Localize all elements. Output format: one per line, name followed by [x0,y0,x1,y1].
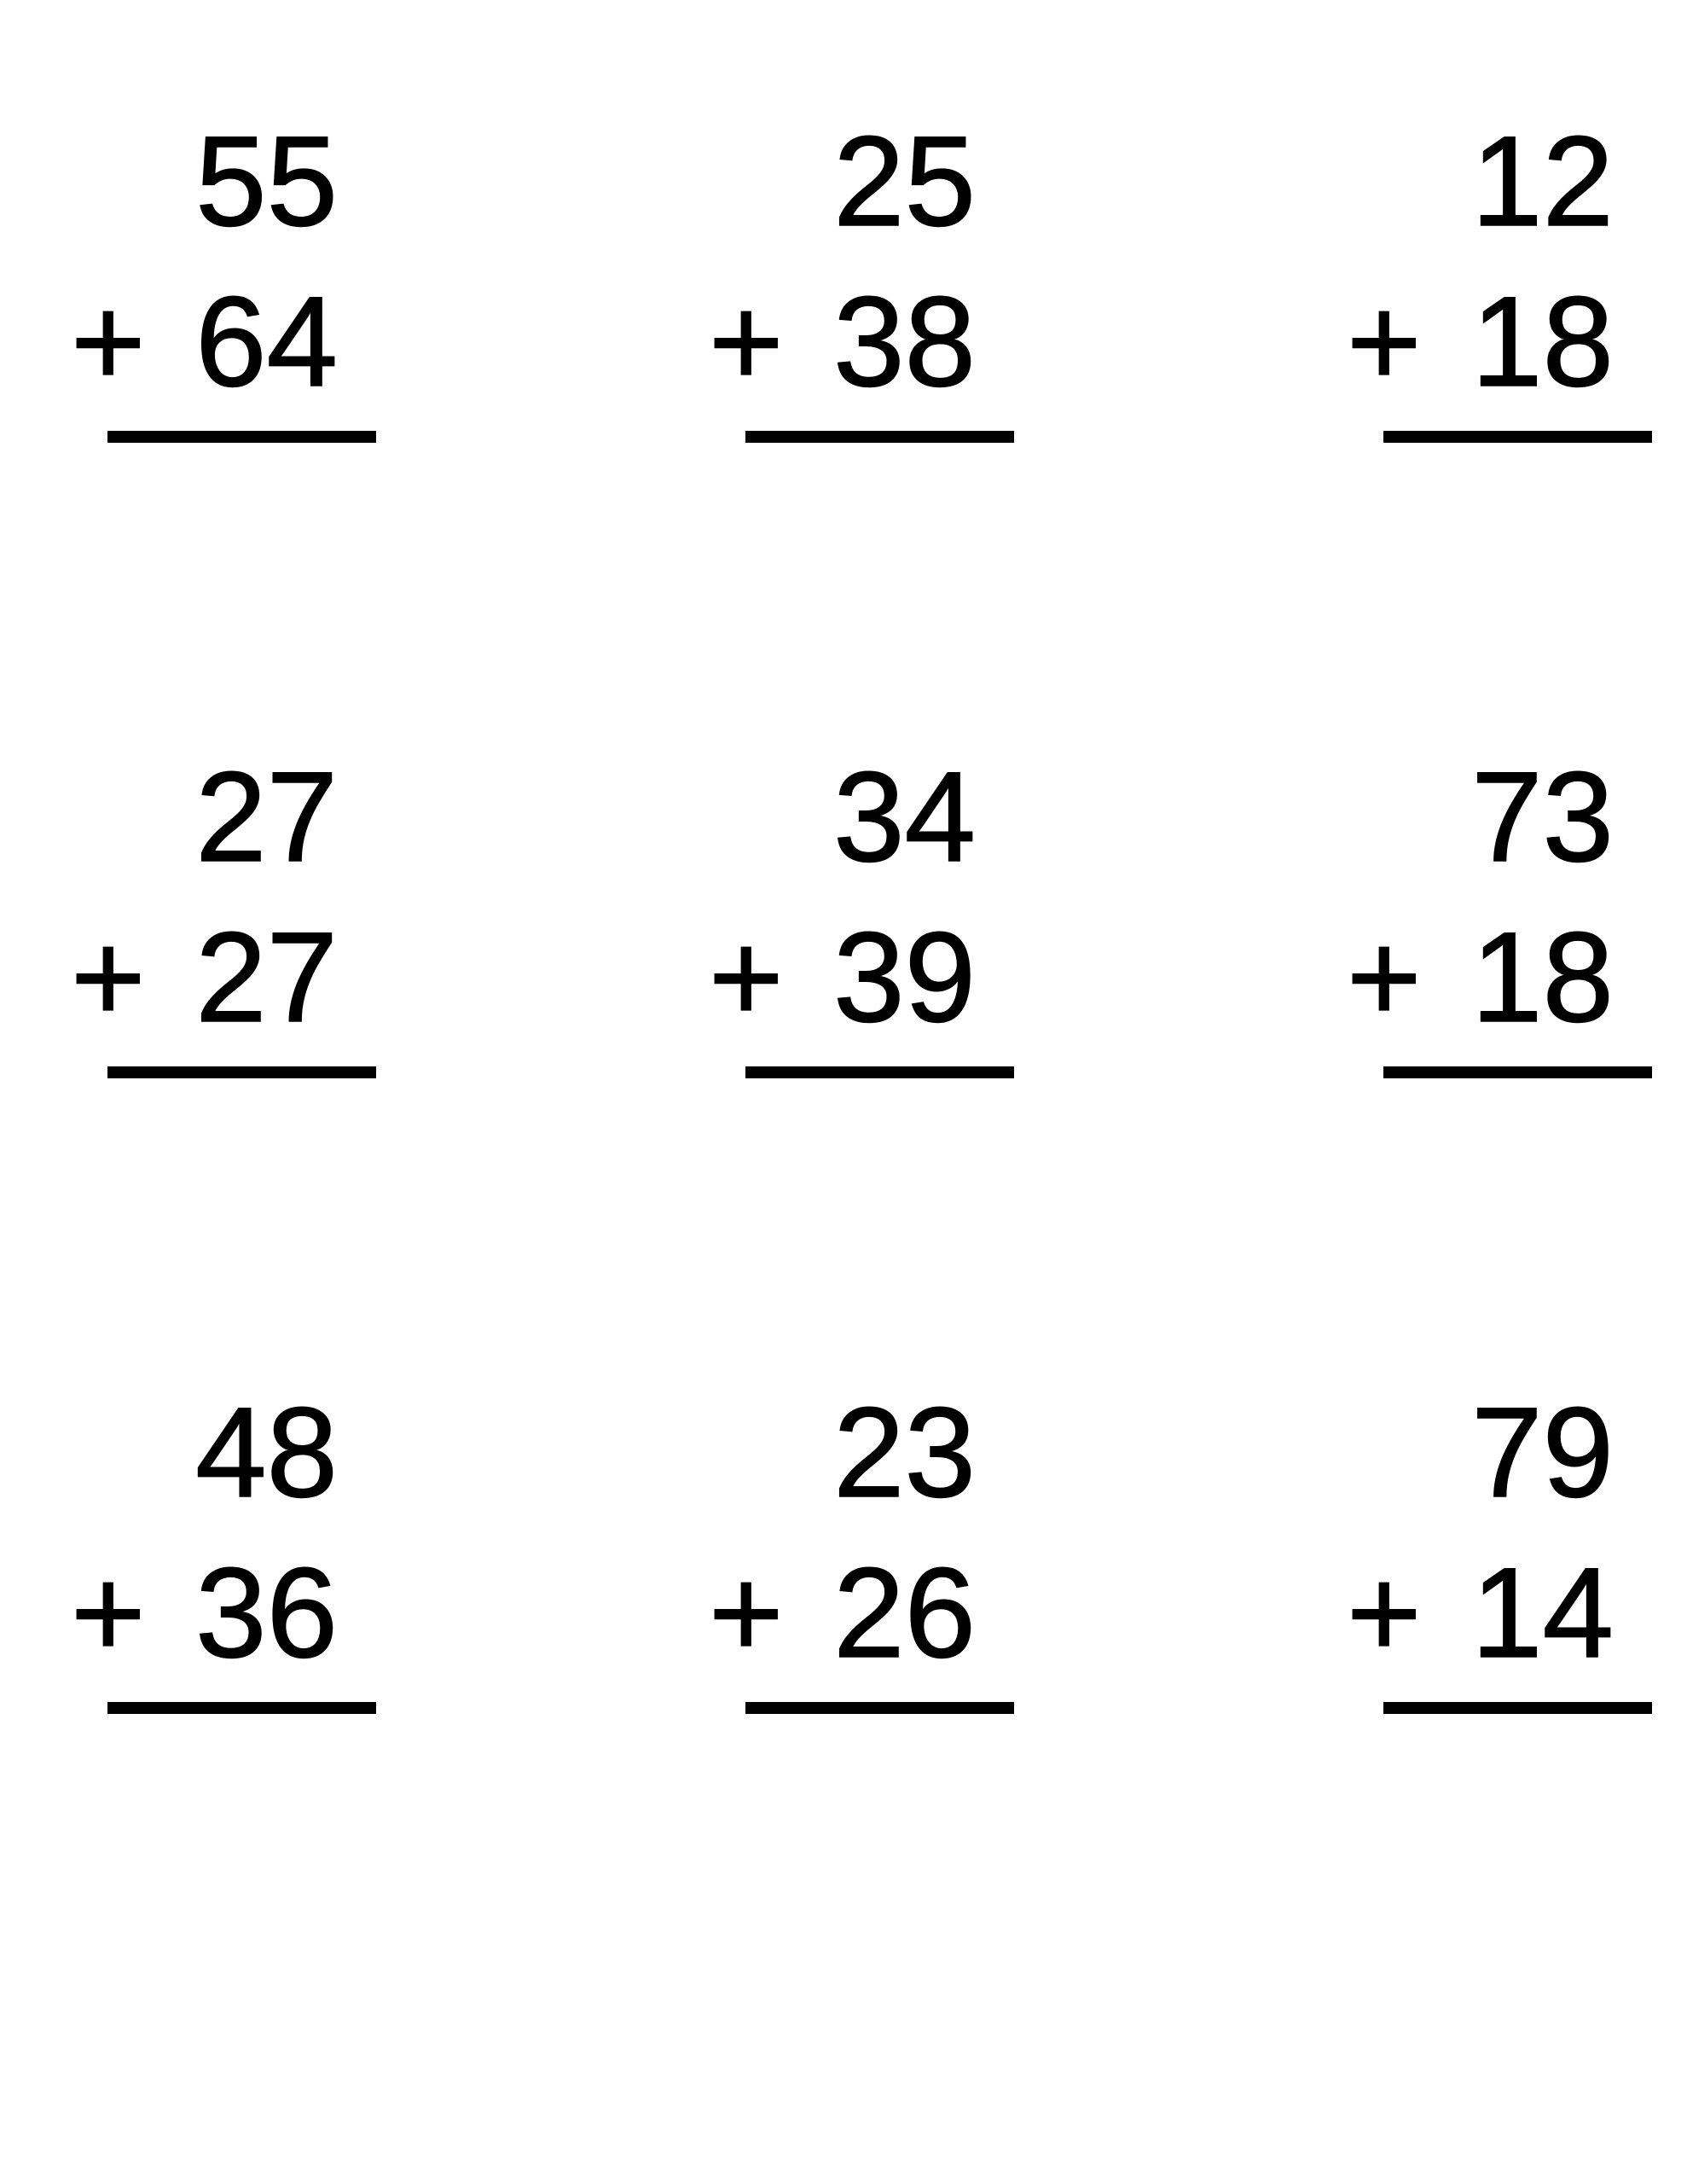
addend-bottom: 18 [1471,905,1614,1048]
addition-problem [55,109,380,752]
answer-line [107,1066,376,1078]
addition-problem [55,1380,380,2024]
addend-top: 23 [833,1380,976,1524]
addition-problem [1331,1380,1655,2024]
addend-bottom: 27 [195,905,338,1048]
addition-problem [693,1380,1017,2024]
addition-problem [693,745,1017,1388]
answer-line [107,431,376,443]
addend-bottom: 26 [833,1541,976,1684]
addend-top: 12 [1471,109,1614,253]
addend-top: 25 [833,109,976,253]
addend-top: 34 [833,745,976,888]
plus-operator: + [1347,905,1422,1048]
addend-bottom: 14 [1471,1541,1614,1684]
addition-problem [693,109,1017,752]
answer-line [107,1702,376,1714]
plus-operator: + [709,1541,784,1684]
addend-bottom: 36 [195,1541,338,1684]
addend-top: 79 [1471,1380,1614,1524]
addend-top: 55 [195,109,338,253]
addend-top: 48 [195,1380,338,1524]
plus-operator: + [71,905,146,1048]
addition-problem [1331,745,1655,1388]
plus-operator: + [709,905,784,1048]
addend-bottom: 38 [833,270,976,413]
answer-line [1383,1066,1652,1078]
addend-bottom: 39 [833,905,976,1048]
plus-operator: + [709,270,784,413]
addend-bottom: 64 [195,270,338,413]
addition-problem [55,745,380,1388]
addend-top: 27 [195,745,338,888]
worksheet [55,109,1687,2024]
answer-line [745,1066,1014,1078]
addend-bottom: 18 [1471,270,1614,413]
answer-line [1383,1702,1652,1714]
plus-operator: + [71,1541,146,1684]
answer-line [1383,431,1652,443]
plus-operator: + [1347,1541,1422,1684]
addition-problem [1331,109,1655,752]
addend-top: 73 [1471,745,1614,888]
plus-operator: + [71,270,146,413]
answer-line [745,1702,1014,1714]
plus-operator: + [1347,270,1422,413]
answer-line [745,431,1014,443]
